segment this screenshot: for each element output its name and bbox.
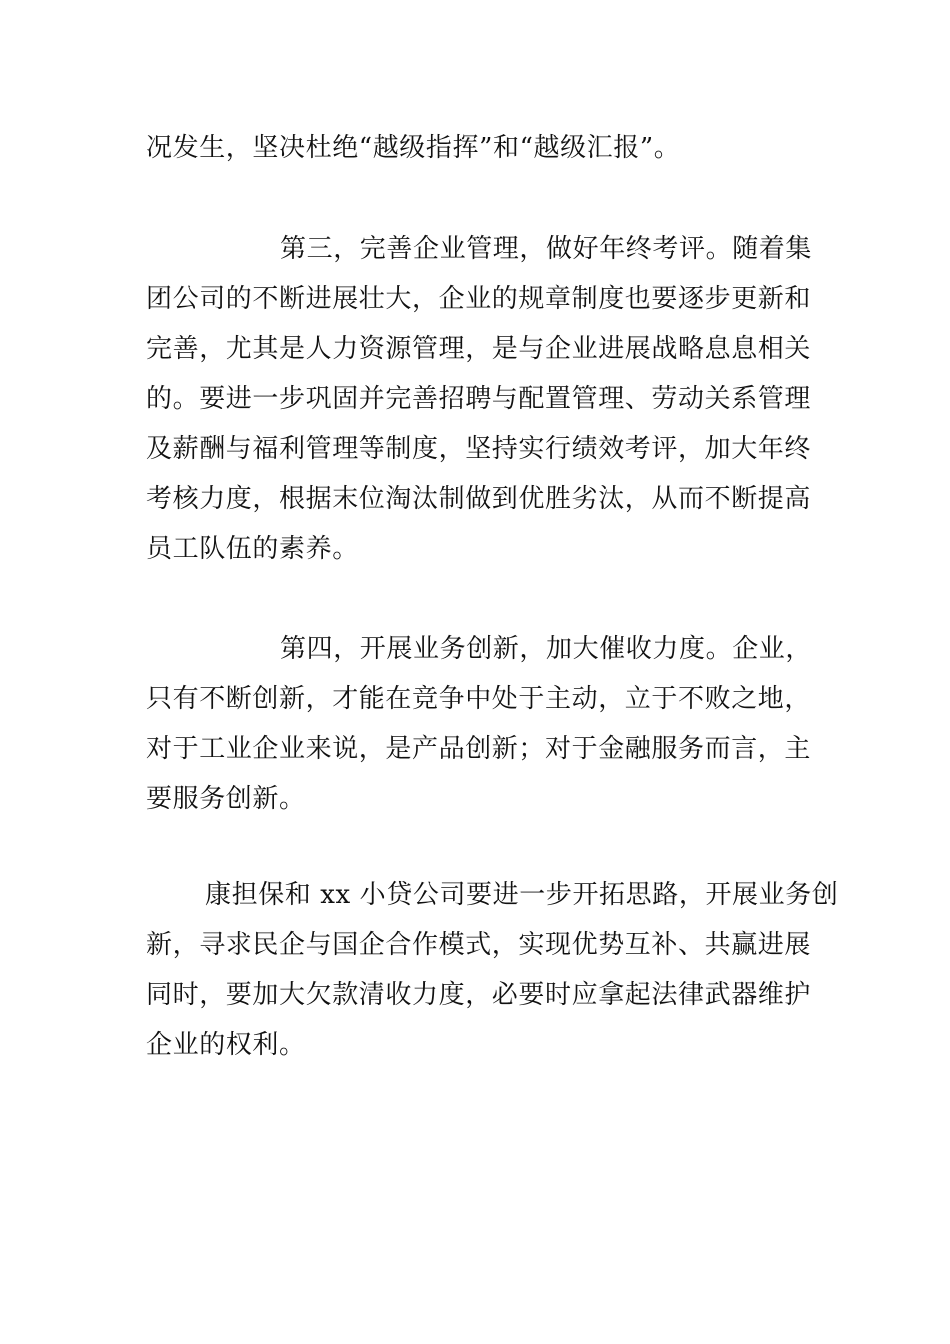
paragraph-2-line-1: 第三，完善企业管理，做好年终考评。随着集 xyxy=(280,234,813,264)
paragraph-3-line-2: 只有不断创新，才能在竞争中处于主动，立于不败之地， xyxy=(146,684,812,714)
paragraph-4-line-4: 企业的权利。 xyxy=(146,1030,306,1060)
paragraph-3-line-1: 第四，开展业务创新，加大催收力度。企业， xyxy=(280,634,813,664)
paragraph-2-line-5: 及薪酬与福利管理等制度，坚持实行绩效考评，加大年终 xyxy=(146,434,812,464)
paragraph-2-line-4: 的。要进一步巩固并完善招聘与配置管理、劳动关系管理 xyxy=(146,384,812,414)
paragraph-4-line-1: 康担保和 xx 小贷公司要进一步开拓思路，开展业务创 xyxy=(205,880,839,910)
paragraph-4-line-2: 新，寻求民企与国企合作模式，实现优势互补、共赢进展 xyxy=(146,930,812,960)
paragraph-3-line-3: 对于工业企业来说，是产品创新；对于金融服务而言，主 xyxy=(146,734,812,764)
paragraph-2-line-7: 员工队伍的素养。 xyxy=(146,534,359,564)
paragraph-2-line-2: 团公司的不断进展壮大，企业的规章制度也要逐步更新和 xyxy=(146,284,812,314)
paragraph-3-line-4: 要服务创新。 xyxy=(146,784,306,814)
paragraph-2-line-3: 完善，尤其是人力资源管理，是与企业进展战略息息相关 xyxy=(146,334,812,364)
paragraph-2-line-6: 考核力度，根据末位淘汰制做到优胜劣汰，从而不断提高 xyxy=(146,484,812,514)
paragraph-4-line-3: 同时，要加大欠款清收力度，必要时应拿起法律武器维护 xyxy=(146,980,812,1010)
paragraph-1-line-1: 况发生，坚决杜绝“越级指挥”和“越级汇报”。 xyxy=(146,133,681,163)
